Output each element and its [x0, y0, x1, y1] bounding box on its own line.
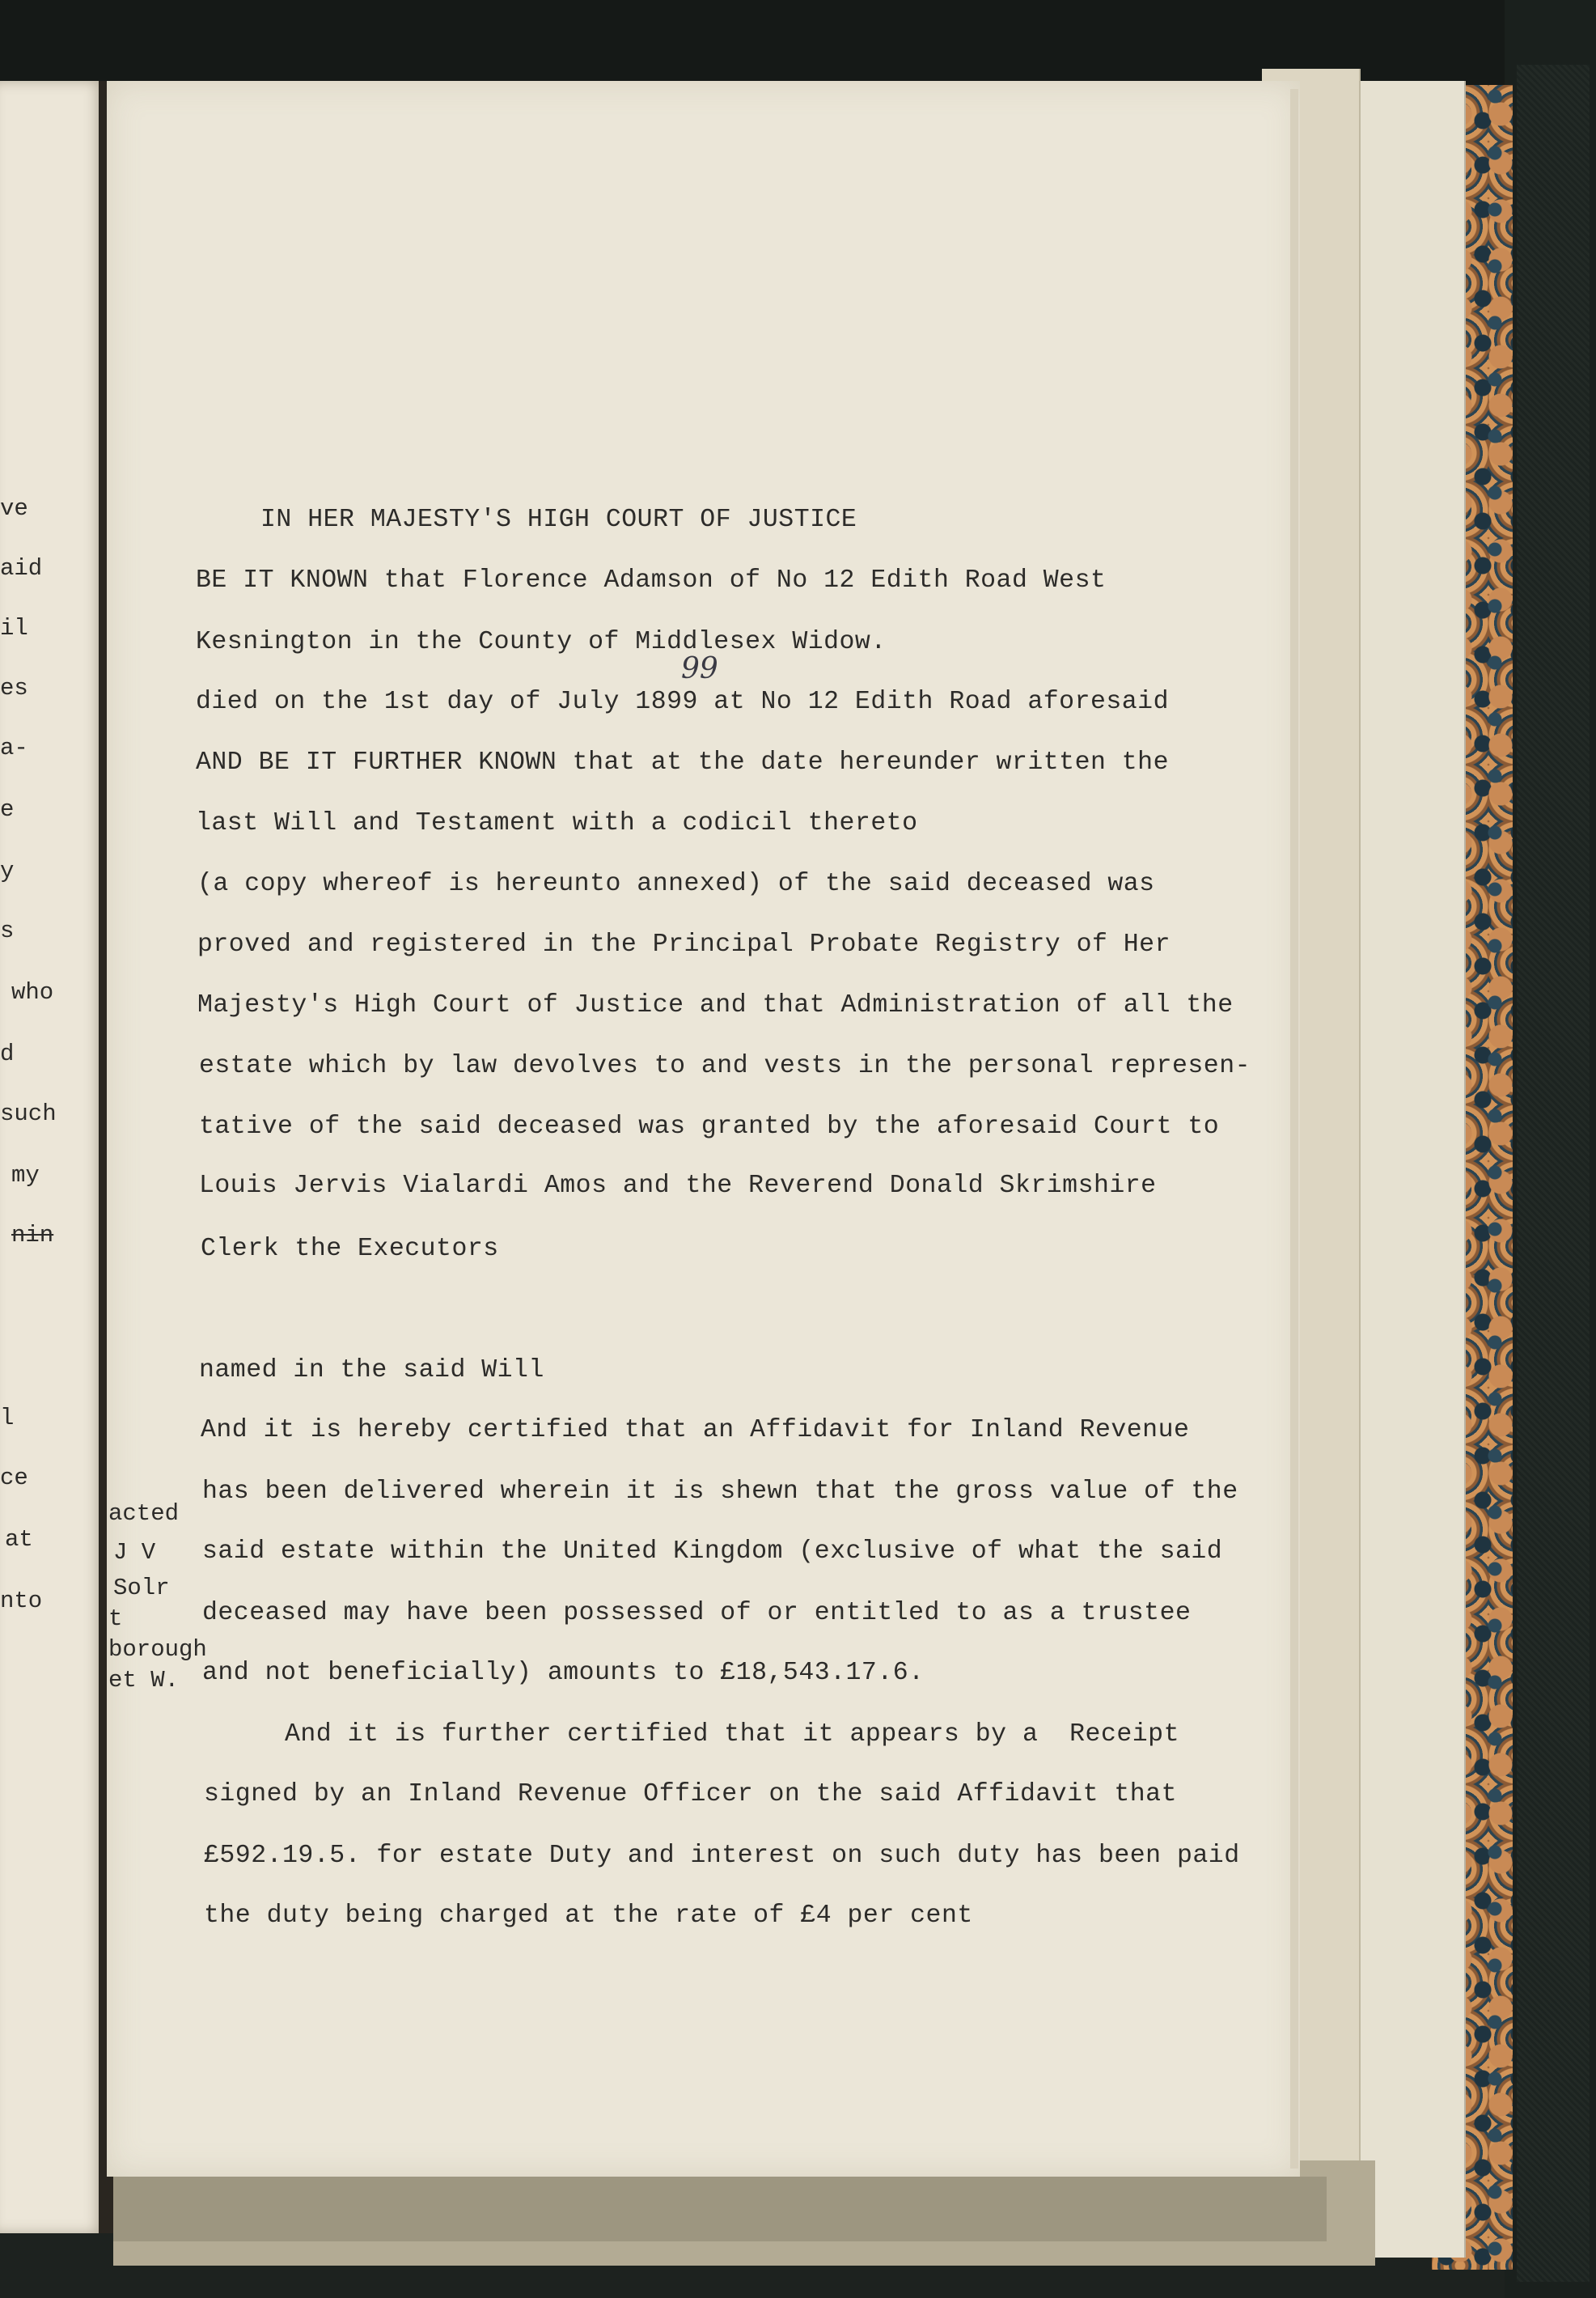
facing-page-fragment: at	[5, 1526, 33, 1553]
facing-page-fragment: aid	[0, 555, 43, 582]
text-line: named in the said Will	[199, 1356, 544, 1384]
handwritten-year-correction: 99	[681, 652, 718, 685]
text-line: said estate within the United Kingdom (exclusive of what the said	[202, 1537, 1223, 1566]
facing-page	[0, 81, 105, 2233]
margin-note: et W.	[108, 1667, 180, 1694]
text-line: has been delivered wherein it is shewn that the gross value of the	[202, 1478, 1238, 1506]
text-line: And it is further certified that it appears by a Receipt	[285, 1720, 1179, 1749]
margin-note: J V	[113, 1539, 156, 1566]
facing-page-fragment: y	[0, 858, 15, 884]
text-line: And it is hereby certified that an Affidavit for Inland Revenue	[201, 1416, 1190, 1444]
text-line: AND BE IT FURTHER KNOWN that at the date hereunder written the	[196, 748, 1169, 777]
facing-page-fragment: nto	[0, 1588, 43, 1614]
text-line: Kesnington in the County of Middlesex Widow.	[196, 628, 887, 656]
facing-page-fragment: e	[0, 796, 15, 823]
text-line: and not beneficially) amounts to £18,543.17.6.	[202, 1659, 925, 1687]
facing-page-fragment: es	[0, 675, 28, 702]
facing-page-fragment: l	[0, 1405, 15, 1431]
text-line: the duty being charged at the rate of £4 per cent	[204, 1902, 973, 1930]
facing-page-fragment: ce	[0, 1465, 28, 1491]
margin-note: borough	[108, 1636, 207, 1663]
facing-page-fragment: s	[0, 918, 15, 944]
text-line: Majesty's High Court of Justice and that Administration of all the	[197, 991, 1234, 1020]
page-edge	[1290, 89, 1298, 2169]
facing-page-fragment: such	[0, 1100, 57, 1127]
margin-note: t	[108, 1605, 123, 1632]
text-line: BE IT KNOWN that Florence Adamson of No 12 Edith Road West	[196, 566, 1107, 595]
text-line: (a copy whereof is hereunto annexed) of the said deceased was	[197, 870, 1155, 898]
facing-page-fragment: ve	[0, 495, 28, 522]
facing-page-fragment: who	[11, 979, 54, 1006]
court-heading: IN HER MAJESTY'S HIGH COURT OF JUSTICE	[260, 506, 857, 534]
facing-page-fragment: my	[11, 1162, 40, 1189]
facing-page-fragment: nin	[11, 1222, 54, 1249]
facing-page-fragment: d	[0, 1041, 15, 1067]
margin-note: Solr	[113, 1575, 170, 1601]
text-line: signed by an Inland Revenue Officer on the said Affidavit that	[204, 1780, 1177, 1808]
facing-page-fragment: a-	[0, 735, 28, 761]
text-line: estate which by law devolves to and vests in the personal represen-	[199, 1052, 1251, 1080]
margin-note: acted	[108, 1500, 180, 1527]
text-line: deceased may have been possessed of or entitled to as a trustee	[202, 1599, 1192, 1627]
cloth-binding-texture	[1517, 65, 1590, 2282]
text-line: proved and registered in the Principal Probate Registry of Her	[197, 931, 1171, 959]
text-line: last Will and Testament with a codicil thereto	[196, 809, 918, 837]
text-line: tative of the said deceased was granted by the aforesaid Court to	[199, 1113, 1220, 1141]
facing-page-fragment: il	[0, 615, 28, 642]
text-line: Clerk the Executors	[201, 1235, 499, 1263]
text-line: £592.19.5. for estate Duty and interest on such duty has been paid	[204, 1842, 1240, 1870]
text-line: died on the 1st day of July 1899 at No 12 Edith Road aforesaid	[196, 688, 1169, 716]
text-line: Louis Jervis Vialardi Amos and the Reverend Donald Skrimshire	[199, 1172, 1157, 1200]
page-stack-shadow	[113, 2177, 1327, 2241]
